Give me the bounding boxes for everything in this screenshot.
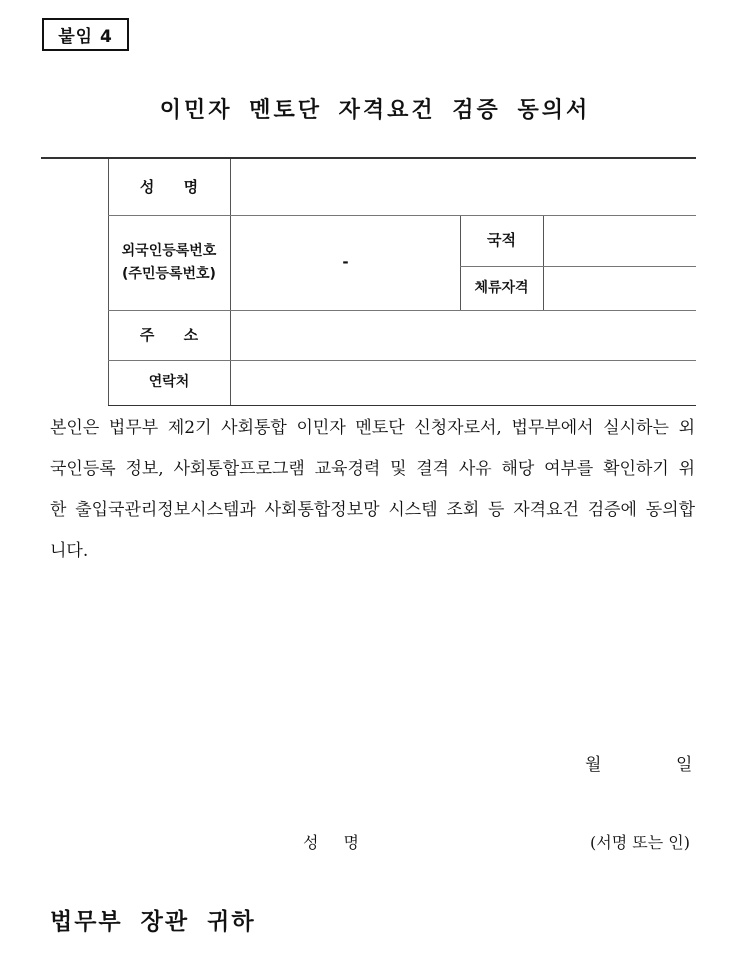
address-field[interactable]	[231, 310, 696, 360]
day-label: 일	[676, 755, 693, 775]
residence-status-label: 체류자격	[474, 279, 529, 296]
month-label: 월	[585, 755, 602, 775]
address-label: 주 소	[139, 325, 211, 344]
addressee: 법무부 장관 귀하	[50, 909, 256, 935]
registration-label-line1: 외국인등록번호	[121, 242, 217, 259]
name-label: 성 명	[139, 177, 211, 196]
attachment-label: 붙임 4	[42, 18, 129, 51]
table-bottom-rule	[108, 405, 696, 406]
residence-status-field[interactable]	[544, 266, 696, 310]
nationality-label: 국적	[487, 231, 516, 249]
document-title: 이민자 멘토단 자격요건 검증 동의서	[159, 98, 591, 123]
contact-label: 연락처	[148, 374, 190, 390]
registration-number-value: -	[342, 253, 349, 271]
name-field[interactable]	[231, 159, 696, 215]
registration-label-line2: (주민등록번호)	[122, 265, 216, 282]
contact-field[interactable]	[231, 360, 696, 405]
registration-number-field[interactable]	[231, 215, 460, 310]
registration-number-label	[108, 215, 230, 310]
signature-name-label: 성 명	[303, 833, 359, 852]
nationality-field[interactable]	[544, 215, 696, 266]
signature-note: (서명 또는 인)	[590, 833, 690, 852]
consent-text: 본인은 법무부 제2기 사회통합 이민자 멘토단 신청자로서, 법무부에서 실시하는 외국인등록 정보, 사회통합프로그램 교육경력 및 결격 사유 해당 여부를 확인하기 위한 출입국관리정보시스템과 사회통합정보망 시스템 조회 등 자격요건 검증에 동의합니다.	[50, 418, 695, 561]
